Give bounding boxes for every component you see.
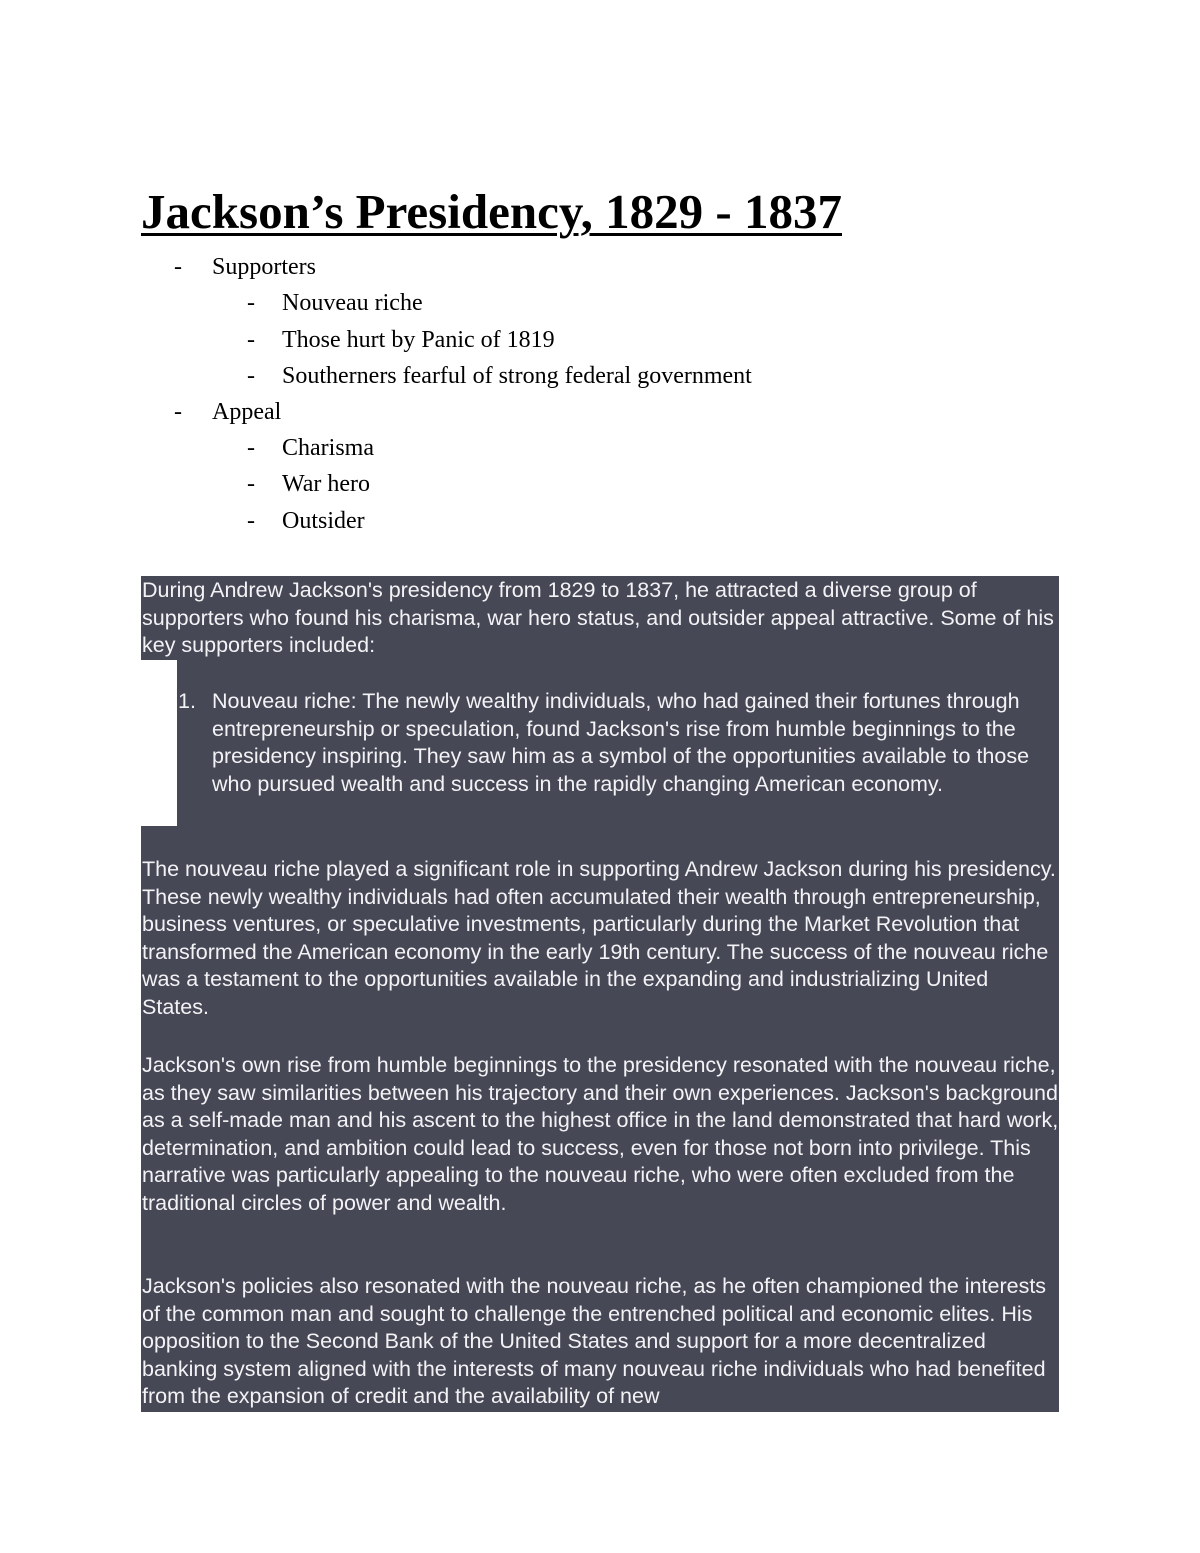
bullet-marker: - — [174, 254, 182, 280]
outline-subitem: Southerners fearful of strong federal government — [282, 363, 752, 389]
outline-subitem: War hero — [282, 471, 371, 497]
page-title: Jackson’s Presidency, 1829 - 1837 — [141, 184, 842, 239]
list-number: 1. — [178, 689, 196, 713]
outline-subitem: Nouveau riche — [282, 290, 423, 316]
bullet-marker: - — [247, 290, 255, 316]
bullet-marker: - — [174, 399, 182, 425]
bullet-marker: - — [247, 363, 255, 389]
bullet-marker: - — [247, 435, 255, 461]
outline-subitem: Outsider — [282, 508, 365, 534]
body-paragraph: Jackson's own rise from humble beginnings to the presidency resonated with the nouveau riche, as they saw similarities between his trajectory and their own experiences. Jackson's background as a self-made man and his ascent to the highest office in the land demonstrated that hard work, determination, and ambition could lead to success, even for those not born into privilege. This narrative was particularly appealing to the nouveau riche, who were often excluded from the traditional circles of power and wealth. — [142, 1053, 1059, 1215]
bullet-marker: - — [247, 508, 255, 534]
outline-item-supporters: Supporters — [212, 254, 316, 280]
outline-item-appeal: Appeal — [212, 399, 282, 425]
outline-subitem: Charisma — [282, 435, 374, 461]
list-item-text: Nouveau riche: The newly wealthy individuals, who had gained their fortunes through entrepreneurship or speculation, found Jackson's rise from humble beginnings to the presidency inspiring. They saw him as a symbol of the opportunities available to those who pursued wealth and success in the rapidly changing American economy. — [212, 689, 1030, 796]
list-indent-gap — [141, 660, 177, 826]
body-paragraph: Jackson's policies also resonated with the nouveau riche, as he often championed the interests of the common man and sought to challenge the entrenched political and economic elites. His opposition to the Second Bank of the United States and support for a more decentralized banking system aligned with the interests of many nouveau riche individuals who had benefited from the expansion of credit and the availability of new — [142, 1274, 1047, 1409]
outline-subitem: Those hurt by Panic of 1819 — [282, 327, 555, 353]
bullet-marker: - — [247, 327, 255, 353]
body-paragraph: The nouveau riche played a significant role in supporting Andrew Jackson during his presidency. These newly wealthy individuals had often accumulated their wealth through entrepreneurship, business ventures, or speculative investments, particularly during the Market Revolution that transformed the American economy in the early 19th century. The success of the nouveau riche was a testament to the opportunities available in the expanding and industrializing United States. — [142, 857, 1056, 1019]
intro-paragraph: During Andrew Jackson's presidency from 1829 to 1837, he attracted a diverse group of supporters who found his charisma, war hero status, and outsider appeal attractive. Some of his key supporters included: — [142, 578, 1054, 658]
bullet-marker: - — [247, 471, 255, 497]
